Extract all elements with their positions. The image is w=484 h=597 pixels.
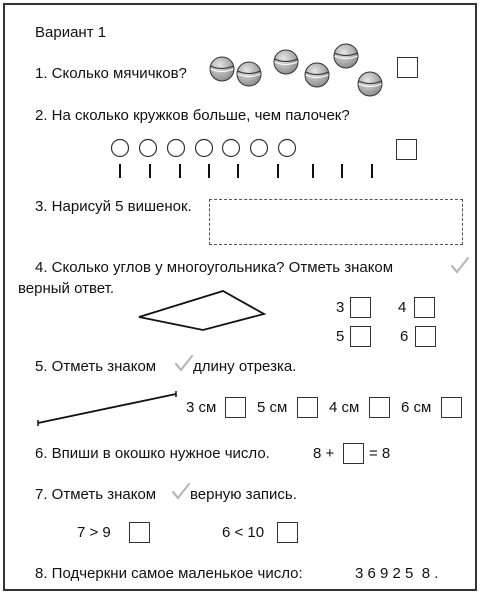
circles-and-sticks — [105, 136, 385, 186]
answer-box-q1[interactable] — [397, 57, 418, 78]
q5-option-box[interactable] — [441, 397, 462, 418]
ball-icon — [334, 44, 358, 68]
circle-shape — [279, 140, 296, 157]
circle-shape — [223, 140, 240, 157]
q4-option-box[interactable] — [350, 297, 371, 318]
ball-icon — [305, 63, 329, 87]
q4-option-label: 5 — [336, 328, 345, 345]
q5-option-box[interactable] — [297, 397, 318, 418]
checkmark-icon — [450, 256, 470, 276]
circle-shape — [140, 140, 157, 157]
q4-option-label: 6 — [400, 328, 409, 345]
q2-text: 2. На сколько кружков больше, чем палочек? — [35, 107, 350, 124]
q7-text-b: верную запись. — [190, 486, 297, 503]
ball-icon — [274, 50, 298, 74]
q6-text: 6. Впиши в окошко нужное число. — [35, 445, 270, 462]
q5-text-a: 5. Отметь знаком — [35, 358, 157, 375]
circle-shape — [251, 140, 268, 157]
q7-option-box[interactable] — [277, 522, 298, 543]
q4-option-label: 3 — [336, 299, 345, 316]
balls-group — [200, 40, 390, 100]
circle-shape — [168, 140, 185, 157]
q5-option-box[interactable] — [225, 397, 246, 418]
q7-text-a: 7. Отметь знаком — [35, 486, 157, 503]
q8-text: 8. Подчеркни самое маленькое число: — [35, 565, 303, 582]
q4-option-label: 4 — [398, 299, 407, 316]
q4-text-line1: 4. Сколько углов у многоугольника? Отметь знаком — [35, 259, 394, 276]
drawing-area[interactable] — [209, 199, 463, 245]
checkmark-icon — [171, 482, 191, 502]
q7-option-box[interactable] — [129, 522, 150, 543]
segment-shape — [35, 389, 185, 429]
q4-option-box[interactable] — [415, 326, 436, 347]
q6-answer-box[interactable] — [343, 443, 364, 464]
q4-text-line2: верный ответ. — [18, 280, 114, 297]
variant-title: Вариант 1 — [35, 24, 107, 41]
q6-right-expr: = 8 — [369, 445, 391, 462]
q4-option-box[interactable] — [414, 297, 435, 318]
q5-option-label: 3 см — [186, 399, 217, 416]
q7-option-label: 7 > 9 — [77, 524, 111, 541]
polygon-shape — [135, 288, 275, 338]
checkmark-icon — [174, 354, 194, 374]
q3-text: 3. Нарисуй 5 вишенок. — [35, 198, 192, 215]
ball-icon — [358, 72, 382, 96]
q7-option-label: 6 < 10 — [222, 524, 265, 541]
q5-text-b: длину отрезка. — [193, 358, 297, 375]
q1-text: 1. Сколько мячичков? — [35, 65, 187, 82]
circle-shape — [196, 140, 213, 157]
q5-option-label: 6 см — [401, 399, 432, 416]
q5-option-label: 5 см — [257, 399, 288, 416]
q5-option-box[interactable] — [369, 397, 390, 418]
q6-left-expr: 8 + — [313, 445, 335, 462]
q5-option-label: 4 см — [329, 399, 360, 416]
q8-numbers[interactable]: 3 6 9 2 5 8 . — [355, 565, 439, 582]
circle-shape — [112, 140, 129, 157]
ball-icon — [237, 62, 261, 86]
answer-box-q2[interactable] — [396, 139, 417, 160]
q4-option-box[interactable] — [350, 326, 371, 347]
ball-icon — [210, 57, 234, 81]
